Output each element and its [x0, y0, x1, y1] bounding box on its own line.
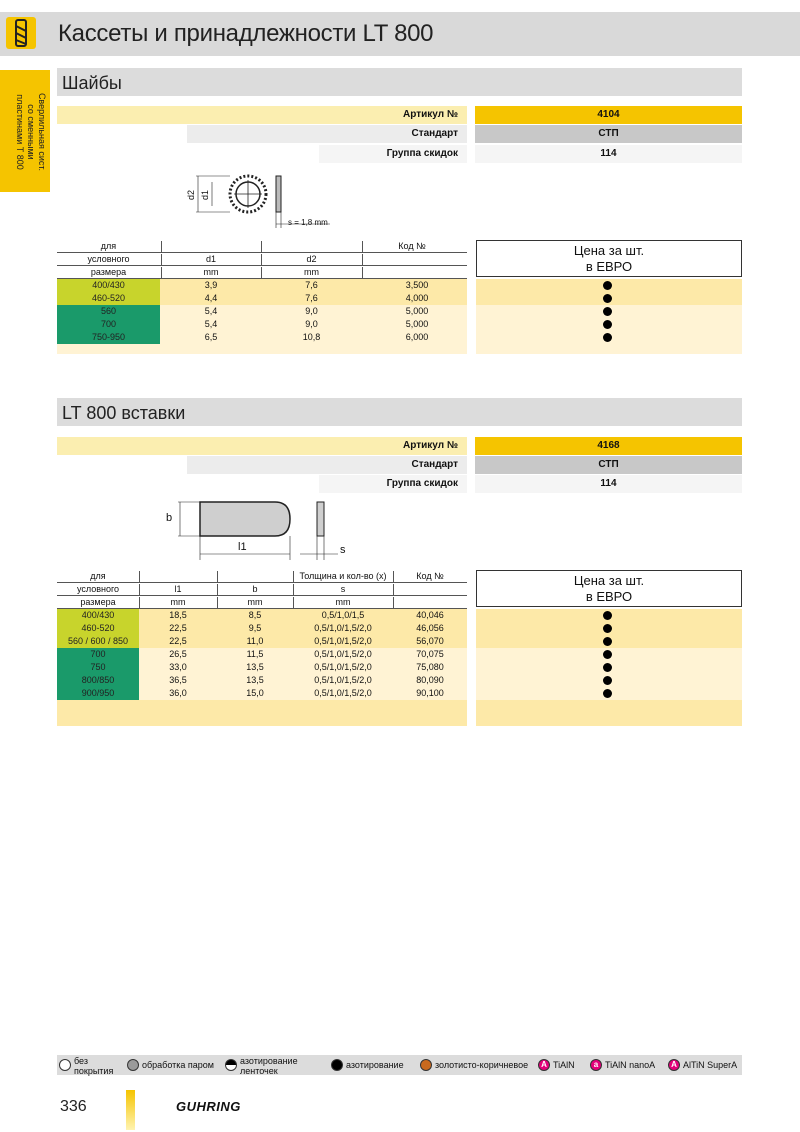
availability-dot-icon [603, 637, 612, 646]
price-title-line: в ЕВРО [585, 259, 633, 274]
cell-l1: 18,5 [169, 610, 187, 620]
cell-code: 5,000 [405, 306, 429, 316]
cell-code: 46,056 [416, 623, 444, 633]
cell-size: 700 [100, 319, 117, 329]
table-row [57, 622, 467, 635]
cell-size: 460-520 [81, 623, 115, 633]
table-header-row [57, 596, 467, 609]
cell-size: 800/850 [81, 675, 115, 685]
prop-value: 4104 [475, 106, 742, 124]
cell-code: 40,046 [416, 610, 444, 620]
legend-label: без покрытия [74, 1056, 114, 1076]
cell-l1: 33,0 [169, 662, 187, 672]
legend-label: азотирование ленточек [240, 1056, 298, 1076]
prop-label: Группа скидок [386, 478, 458, 489]
page-number: 336 [60, 1098, 87, 1115]
table-row [57, 674, 467, 687]
circle-empty-icon [59, 1059, 71, 1071]
cell-l1: 22,5 [169, 636, 187, 646]
cell-code: 80,090 [416, 675, 444, 685]
brand-logo: GUHRING [176, 1099, 241, 1114]
availability-dot-icon [603, 650, 612, 659]
cell-b: 15,0 [246, 688, 264, 698]
availability-dot-icon [603, 624, 612, 633]
prop-value: СТП [475, 125, 742, 143]
availability-dot-icon [603, 611, 612, 620]
cell-size: 400/430 [92, 280, 125, 290]
price-filler [476, 344, 742, 354]
washers-table [57, 240, 467, 354]
header-cell: mm [170, 597, 186, 607]
prop-discount-group [57, 475, 742, 493]
drill-logo-icon [6, 17, 36, 49]
circle-grey-icon [127, 1059, 139, 1071]
cell-b: 9,5 [248, 623, 262, 633]
dim-d1-label: d1 [200, 189, 211, 201]
table-header-row [57, 570, 467, 583]
prop-article [57, 106, 742, 124]
table-row [57, 318, 467, 331]
washer-drawing [180, 172, 370, 232]
table-row [57, 687, 467, 700]
side-tab-line: со сменными [26, 104, 36, 160]
cell-b: 11,5 [246, 649, 264, 659]
price-title-line: Цена за шт. [573, 243, 645, 258]
legend-label: TiAlN [553, 1060, 575, 1070]
cell-d1: 4,4 [204, 293, 218, 303]
cell-code: 6,000 [405, 332, 429, 342]
cell-size: 700 [90, 649, 106, 659]
cell-s: 0,5/1,0/1,5/2,0 [314, 623, 372, 633]
price-title-line: Цена за шт. [573, 573, 645, 588]
footer-accent-bar [126, 1090, 135, 1130]
cell-s: 0,5/1,0/1,5/2,0 [314, 688, 372, 698]
section-title-washers: Шайбы [62, 73, 122, 93]
inserts-table-body [57, 609, 467, 726]
cell-code: 90,100 [416, 688, 444, 698]
legend-label: TiAlN nanoA [605, 1060, 656, 1070]
availability-dot-icon [603, 307, 612, 316]
header-cell: Код № [416, 571, 444, 581]
table-row [57, 279, 467, 292]
price-row [476, 305, 742, 318]
header-cell: mm [247, 597, 263, 607]
dim-s-label: s [340, 544, 346, 556]
cell-s: 0,5/1,0/1,5 [321, 610, 365, 620]
inserts-price-column [476, 609, 742, 726]
side-tab-label [3, 73, 47, 191]
price-row [476, 661, 742, 674]
price-row [476, 331, 742, 344]
insert-drawing [160, 494, 360, 560]
circle-black-icon [331, 1059, 343, 1071]
washers-table-body [57, 279, 467, 354]
table-header-row [57, 266, 467, 279]
header-cell: mm [304, 267, 319, 277]
legend-label: обработка паром [142, 1060, 214, 1070]
price-row [476, 635, 742, 648]
cell-size: 560 [100, 306, 117, 316]
cell-s: 0,5/1,0/1,5/2,0 [314, 649, 372, 659]
cell-size: 460-520 [91, 293, 126, 303]
prop-value: 114 [475, 145, 742, 163]
cell-l1: 36,5 [169, 675, 187, 685]
prop-label: Артикул № [403, 440, 458, 451]
availability-dot-icon [603, 281, 612, 290]
prop-label: Артикул № [403, 109, 458, 120]
cell-s: 0,5/1,0/1,5/2,0 [314, 636, 372, 646]
header-cell: условного [87, 254, 130, 264]
table-filler [57, 344, 467, 354]
price-row [476, 279, 742, 292]
price-row [476, 292, 742, 305]
page-title: Кассеты и принадлежности LT 800 [58, 20, 434, 47]
cell-s: 0,5/1,0/1,5/2,0 [314, 662, 372, 672]
inserts-table [57, 570, 467, 726]
availability-dot-icon [603, 333, 612, 342]
cell-d1: 3,9 [204, 280, 218, 290]
dim-d2-label: d2 [186, 189, 197, 201]
header-cell: b [252, 584, 258, 594]
prop-standard [57, 125, 742, 143]
cell-d2: 9,0 [305, 319, 318, 329]
cell-b: 13,5 [246, 675, 264, 685]
prop-article [57, 437, 742, 455]
dim-s-label: s = 1,8 mm [288, 218, 328, 227]
cell-d2: 7,6 [305, 293, 318, 303]
prop-standard [57, 456, 742, 474]
cell-d1: 5,4 [204, 319, 218, 329]
cell-code: 56,070 [416, 636, 444, 646]
availability-dot-icon [603, 294, 612, 303]
circle-half-icon [225, 1059, 237, 1071]
cell-code: 75,080 [416, 662, 444, 672]
side-tab-line: Сверлильная сист. [37, 92, 47, 172]
cell-code: 3,500 [405, 280, 429, 290]
price-row [476, 674, 742, 687]
availability-dot-icon [603, 320, 612, 329]
section-header-washers [57, 68, 742, 96]
table-row [57, 635, 467, 648]
header-cell: l1 [174, 584, 182, 594]
header-cell: размера [80, 597, 116, 607]
cell-code: 5,000 [405, 319, 429, 329]
table-row [57, 661, 467, 674]
header-cell: для [90, 571, 106, 581]
coating-legend [57, 1055, 742, 1075]
price-header [476, 570, 742, 607]
legend-label: золотисто-коричневое [435, 1060, 529, 1070]
price-row [476, 687, 742, 700]
header-cell: Толщина и кол-во (x) [299, 571, 387, 581]
availability-dot-icon [603, 689, 612, 698]
price-row [476, 318, 742, 331]
price-title-line: в ЕВРО [585, 589, 633, 604]
price-row [476, 648, 742, 661]
cell-b: 8,5 [248, 610, 262, 620]
cell-l1: 22,5 [169, 623, 187, 633]
cell-l1: 26,5 [169, 649, 187, 659]
cell-code: 4,000 [405, 293, 429, 303]
table-header-row [57, 253, 467, 266]
prop-value: СТП [475, 456, 742, 474]
table-row [57, 648, 467, 661]
washers-price-column [476, 279, 742, 354]
cell-l1: 36,0 [169, 688, 187, 698]
price-row [476, 609, 742, 622]
table-header-row [57, 583, 467, 596]
table-header-row [57, 240, 467, 253]
cell-s: 0,5/1,0/1,5/2,0 [314, 675, 372, 685]
legend-label: азотирование [346, 1060, 404, 1070]
header-cell: d1 [205, 254, 216, 264]
cell-b: 11,0 [246, 636, 264, 646]
tialn-nanoa-icon: a [590, 1059, 602, 1071]
cell-d2: 9,0 [305, 306, 318, 316]
table-row [57, 331, 467, 344]
side-tab-line: пластинами Т 800 [15, 94, 25, 170]
tialn-icon: A [538, 1059, 550, 1071]
prop-label: Стандарт [411, 459, 458, 470]
header-cell: mm [203, 267, 219, 277]
cell-b: 13,5 [246, 662, 264, 672]
header-cell: s [340, 584, 346, 594]
circle-brown-icon [420, 1059, 432, 1071]
cell-size: 560 / 600 / 850 [67, 636, 129, 646]
cell-size: 400/430 [81, 610, 115, 620]
header-cell: для [100, 241, 117, 251]
prop-label: Стандарт [411, 128, 458, 139]
cell-d2: 7,6 [305, 280, 318, 290]
availability-dot-icon [603, 676, 612, 685]
prop-label: Группа скидок [386, 148, 458, 159]
dim-l1-label: l1 [238, 541, 247, 553]
price-header [476, 240, 742, 277]
cell-d1: 5,4 [204, 306, 218, 316]
section-title-inserts: LT 800 вставки [62, 403, 186, 423]
header-cell: Код № [398, 241, 426, 251]
cell-d1: 6,5 [204, 332, 218, 342]
cell-size: 900/950 [81, 688, 115, 698]
header-cell: размера [90, 267, 127, 277]
header-cell: mm [335, 597, 351, 607]
altin-supera-icon: A [668, 1059, 680, 1071]
prop-value: 4168 [475, 437, 742, 455]
legend-item [331, 1055, 431, 1075]
legend-label: AlTiN SuperA [683, 1060, 738, 1070]
header-cell: d2 [306, 254, 317, 264]
cell-code: 70,075 [416, 649, 444, 659]
table-row [57, 305, 467, 318]
header-cell: условного [76, 584, 120, 594]
cell-d2: 10,8 [302, 332, 321, 342]
cell-size: 750 [90, 662, 106, 672]
price-row [476, 622, 742, 635]
cell-size: 750-950 [91, 332, 126, 342]
dim-b-label: b [166, 512, 173, 524]
availability-dot-icon [603, 663, 612, 672]
table-row [57, 609, 467, 622]
table-row [57, 292, 467, 305]
table-filler [57, 700, 467, 726]
price-filler [476, 700, 742, 726]
prop-discount-group [57, 145, 742, 163]
prop-value: 114 [475, 475, 742, 493]
